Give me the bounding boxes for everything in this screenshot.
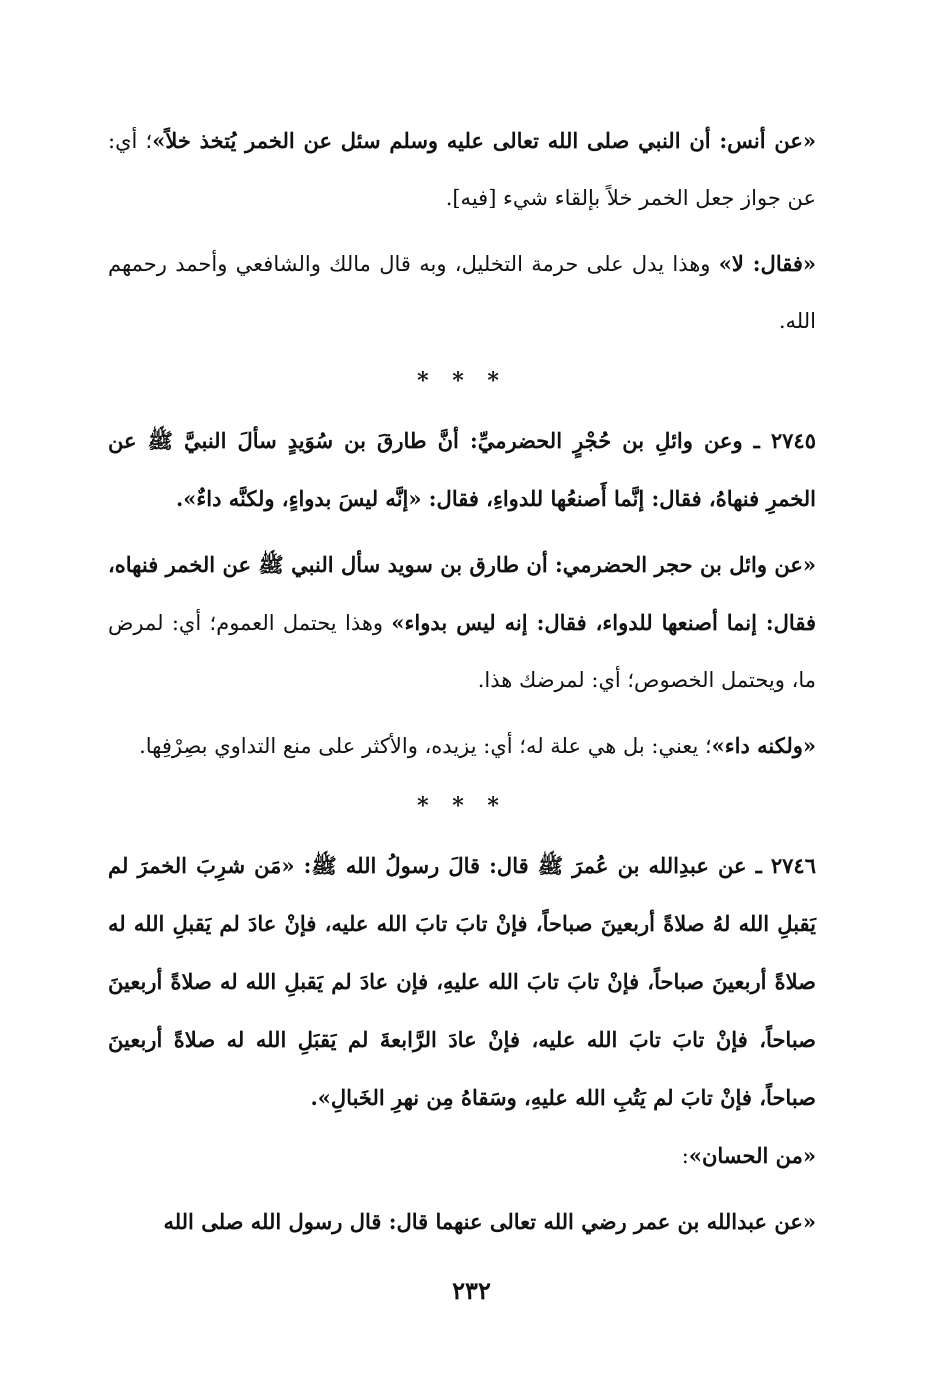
hadith-2746	[108, 837, 816, 1127]
commentary-text: ؛ يعني: بل هي علة له؛ أي: يزيده، والأكثر على منع التداوي بصِرْفِها.	[139, 734, 712, 758]
section-separator: * * *	[417, 368, 507, 394]
quoted-text: «ولكنه داء»	[711, 733, 816, 758]
paragraph-ibn-umar	[108, 1193, 816, 1251]
hadith-2745	[108, 412, 816, 528]
hadith-text: ـ وعن وائلِ بن حُجْرٍ الحضرميِّ: أنَّ طارقَ بن سُوَيدٍ سألَ النبيَّ ﷺ عن الخمرِ فنهاهُ، فقال: إنَّما أَصنعُها للدواءِ، فقال: «إنَّه ليسَ بدواءٍ، ولكنَّه داءٌ».	[108, 428, 816, 511]
commentary-text: وهذا يحتمل العموم؛ أي: لمرض ما، ويحتمل الخصوص؛ أي: لمرضك هذا.	[108, 611, 816, 692]
quoted-text: «من الحسان»	[688, 1143, 816, 1168]
commentary-text: وهذا يدل على حرمة التخليل، وبه قال مالك والشافعي وأحمد رحمهم الله.	[108, 252, 816, 333]
paragraph-anas-vinegar	[108, 112, 816, 227]
paragraph-disease	[108, 717, 816, 775]
quoted-text: «عن وائل بن حجر الحضرمي: أن طارق بن سويد سأل النبي ﷺ عن الخمر فنهاه، فقال: إنما أصنعها للدواء، فقال: إنه ليس بدواء»	[108, 552, 816, 635]
quoted-text: «فقال: لا»	[718, 251, 816, 276]
paragraph-wail-commentary	[108, 536, 816, 709]
section-separator: * * *	[417, 793, 507, 819]
paragraph-prohibition	[108, 235, 816, 350]
page-body	[108, 112, 816, 1251]
quoted-text: «عن عبدالله بن عمر رضي الله تعالى عنهما قال: قال رسول الله صلى الله	[163, 1209, 816, 1234]
commentary-text: :	[681, 1144, 689, 1168]
hadith-number: ٢٧٤٥	[770, 428, 816, 453]
page-number: ٢٣٢	[452, 1276, 491, 1305]
commentary-text: ؛ أي: عن جواز جعل الخمر خلاً بإلقاء شيء [فيه].	[108, 129, 816, 210]
hadith-number: ٢٧٤٦	[770, 853, 816, 878]
section-heading-hisan	[108, 1127, 816, 1185]
hadith-text: ـ عن عبدِالله بن عُمرَ ﷺ قال: قالَ رسولُ الله ﷺ: «مَن شرِبَ الخمرَ لم يَقبلِ الله لهُ صلاةً أربعينَ صباحاً، فإنْ تابَ تابَ الله عليه، فإنْ عادَ لم يَقبلِ الله له صلاةً أربعينَ صباحاً، فإنْ تابَ تابَ الله عليهِ، فإن عادَ لم يَقبلِ الله له صلاةً أربعينَ صباحاً، فإنْ تابَ تابَ الله عليه، فإنْ عادَ الرَّابعةَ لم يَقبَلِ الله له صلاةً أربعينَ صباحاً، فإنْ تابَ لم يَتُبِ الله عليهِ، وسَقاهُ مِن نهرِ الخَبالِ».	[108, 853, 816, 1110]
quoted-text: «عن أنس: أن النبي صلى الله تعالى عليه وسلم سئل عن الخمر يُتخذ خلاً»	[152, 128, 816, 153]
